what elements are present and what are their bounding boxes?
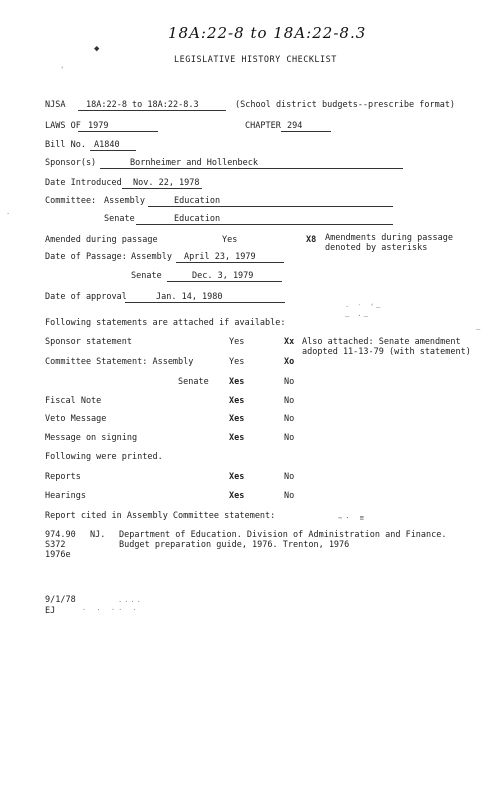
statement-label: Senate [178, 377, 209, 387]
stray-mark-icon: · ⋅ ·· ⋅ [82, 606, 140, 614]
laws-of-value: 1979 [88, 121, 109, 131]
statement-no: No [284, 433, 295, 443]
statement-label: Sponsor statement [45, 337, 132, 347]
amended-note-line2: denoted by asterisks [325, 243, 428, 253]
laws-of-label: LAWS OF [45, 121, 81, 131]
also-attached-line2: adopted 11-13-79 (with statement) [302, 347, 471, 357]
bill-no-label: Bill No. [45, 140, 86, 150]
passage-label: Date of Passage: [45, 252, 127, 262]
amended-mark: X8 [306, 235, 317, 245]
arrow-mark-icon: ◆ [94, 44, 100, 54]
committee-assembly-underline [148, 206, 393, 207]
statement-no: No [284, 396, 295, 406]
citation-org: NJ. [90, 530, 106, 540]
bill-no-value: A1840 [94, 140, 120, 150]
statement-no: Xo [284, 357, 295, 367]
statement-label: Fiscal Note [45, 396, 102, 406]
bill-no-underline [90, 150, 136, 151]
njsa-value: 18A:22-8 to 18A:22-8.3 [86, 100, 199, 110]
statement-yes: Xes [229, 377, 245, 387]
committee-assembly-label: Assembly [104, 196, 145, 206]
footer-initials: EJ [45, 606, 56, 616]
passage-senate-label: Senate [131, 271, 162, 281]
approval-value: Jan. 14, 1980 [156, 292, 223, 302]
handwritten-header: 18A:22-8 to 18A:22-8.3 [168, 24, 367, 42]
footer-date: 9/1/78 [45, 595, 76, 605]
committee-label: Committee: [45, 196, 97, 206]
citation-text-line1: Department of Education. Division of Administration and Finance. [119, 530, 447, 540]
statement-label: Committee Statement: Assembly [45, 357, 194, 367]
njsa-description: (School district budgets--prescribe format) [235, 100, 456, 110]
approval-label: Date of approval [45, 292, 127, 302]
printed-no: No [284, 491, 295, 501]
amended-yes: Yes [222, 235, 238, 245]
call-number-line3: 1976e [45, 550, 71, 560]
laws-of-underline [78, 131, 158, 132]
sponsors-label: Sponsor(s) [45, 158, 97, 168]
njsa-underline [78, 110, 226, 111]
statement-label: Message on signing [45, 433, 138, 443]
margin-speck-icon: – [476, 325, 481, 333]
passage-senate-value: Dec. 3, 1979 [192, 271, 254, 281]
date-introduced-label: Date Introduced [45, 178, 122, 188]
passage-assembly-value: April 23, 1979 [184, 252, 256, 262]
njsa-label: NJSA [45, 100, 66, 110]
statement-yes: Yes [229, 337, 245, 347]
sponsors-value: Bornheimer and Hollenbeck [130, 158, 258, 168]
statement-yes: Xes [229, 396, 245, 406]
amended-note-line1: Amendments during passage [325, 233, 453, 243]
statement-label: Veto Message [45, 414, 107, 424]
statement-yes: Xes [229, 433, 245, 443]
call-number-line2: S372 [45, 540, 66, 550]
committee-senate-label: Senate [104, 214, 135, 224]
chapter-underline [281, 131, 331, 132]
call-number-line1: 974.90 [45, 530, 76, 540]
passage-assembly-label: Assembly [131, 252, 172, 262]
margin-speck-icon: · [6, 210, 11, 218]
page-title: LEGISLATIVE HISTORY CHECKLIST [174, 55, 337, 65]
printed-label: Hearings [45, 491, 86, 501]
committee-senate-value: Education [174, 214, 221, 224]
also-attached-line1: Also attached: Senate amendment [302, 337, 461, 347]
stray-mark-icon: — ·— [345, 312, 370, 320]
stray-mark-icon: ∼⋅ ≡ [338, 514, 367, 522]
approval-underline [125, 302, 285, 303]
printed-yes: Xes [229, 491, 245, 501]
committee-senate-underline [136, 224, 393, 225]
statement-no: No [284, 414, 295, 424]
citation-text-line2: Budget preparation guide, 1976. Trenton, 1976 [119, 540, 350, 550]
stray-mark-icon: · ′ ‘— [345, 303, 383, 311]
printed-label: Reports [45, 472, 81, 482]
amended-label: Amended during passage [45, 235, 158, 245]
committee-assembly-value: Education [174, 196, 221, 206]
passage-senate-underline [167, 281, 282, 282]
date-introduced-underline [122, 188, 202, 189]
chapter-value: 294 [287, 121, 303, 131]
stray-mark-icon: ···· [118, 598, 143, 606]
following-attached-heading: Following statements are attached if available: [45, 318, 286, 328]
margin-speck-icon: ‘ [60, 66, 65, 74]
statement-yes: Xes [229, 414, 245, 424]
date-introduced-value: Nov. 22, 1978 [133, 178, 200, 188]
statement-yes: Yes [229, 357, 245, 367]
following-printed-heading: Following were printed. [45, 452, 163, 462]
report-cited-heading: Report cited in Assembly Committee statement: [45, 511, 276, 521]
chapter-label: CHAPTER [245, 121, 281, 131]
sponsors-underline [100, 168, 403, 169]
passage-assembly-underline [176, 262, 284, 263]
printed-no: No [284, 472, 295, 482]
statement-no: Xx [284, 337, 295, 347]
printed-yes: Xes [229, 472, 245, 482]
statement-no: No [284, 377, 295, 387]
